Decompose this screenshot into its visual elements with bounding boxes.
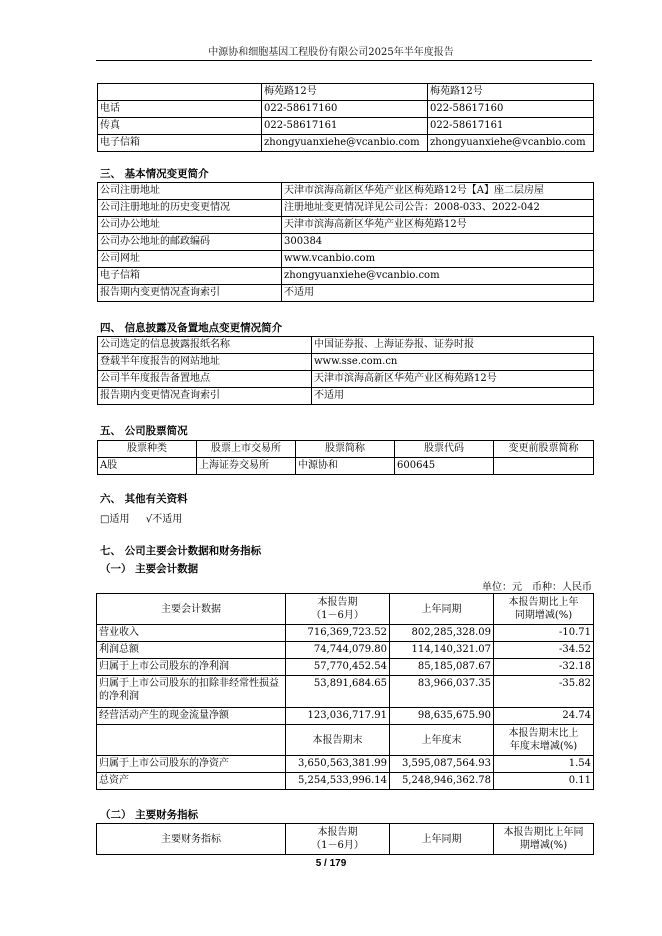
unit-note: 单位：元 币种：人民币	[482, 582, 592, 593]
table-cell: 梅苑路12号	[428, 84, 594, 101]
column-header: 股票种类	[98, 441, 197, 458]
table-row	[97, 756, 594, 773]
table-cell: 电子信箱	[98, 135, 262, 152]
applicability-options	[100, 510, 182, 525]
table-cell: 公司网址	[98, 251, 282, 268]
table-row	[98, 183, 594, 200]
table-cell: 74,744,079.80	[286, 642, 390, 659]
table-cell: 不适用	[282, 285, 594, 302]
table-cell: 报告期内变更情况查询索引	[98, 388, 312, 405]
table-cell: 上海证券交易所	[197, 458, 296, 475]
table-cell: 0.11	[494, 773, 594, 790]
table-row	[98, 234, 594, 251]
table-cell: 5,254,533,996.14	[286, 773, 390, 790]
table-row	[97, 773, 594, 790]
table-cell: zhongyuanxiehe@vcanbio.com	[428, 135, 594, 152]
table-row	[98, 135, 594, 152]
contact-table	[97, 83, 594, 152]
table-cell: -35.82	[494, 676, 594, 708]
table-row	[98, 84, 594, 101]
table-cell: -10.71	[494, 625, 594, 642]
column-header: 本报告期比上年 同期增减(%)	[494, 594, 594, 625]
column-header: 本报告期比上年同 期增减(%)	[494, 824, 594, 855]
table-cell: 天津市滨海高新区华苑产业区梅苑路12号	[312, 371, 594, 388]
table-cell: -34.52	[494, 642, 594, 659]
column-header: 股票代码	[395, 441, 494, 458]
table-row	[98, 354, 594, 371]
table-cell: 24.74	[494, 708, 594, 725]
table-cell: 022-58617161	[428, 118, 594, 135]
table-cell: 报告期内变更情况查询索引	[98, 285, 282, 302]
option-applicable: □适用	[100, 514, 130, 525]
table-cell: 114,140,321.07	[390, 642, 494, 659]
table-cell: 公司办公地址的邮政编码	[98, 234, 282, 251]
table-cell: 公司注册地址	[98, 183, 282, 200]
table-row	[97, 594, 594, 625]
table-cell: 123,036,717.91	[286, 708, 390, 725]
accounting-data-table	[96, 593, 594, 790]
table-cell: 归属于上市公司股东的净资产	[97, 756, 286, 773]
table-row	[98, 268, 594, 285]
table-cell: 83,966,037.35	[390, 676, 494, 708]
table-cell: 中源协和	[296, 458, 395, 475]
table-cell: A股	[98, 458, 197, 475]
disclosure-table	[97, 336, 594, 405]
table-cell: 公司半年度报告备置地点	[98, 371, 312, 388]
section6-title: 六、 其他有关资料	[100, 493, 188, 505]
header-rule	[96, 60, 592, 61]
table-row	[98, 371, 594, 388]
table-cell: 归属于上市公司股东的净利润	[97, 659, 286, 676]
table-row	[98, 458, 594, 475]
page-number: 5 / 179	[315, 858, 347, 869]
table-cell: zhongyuanxiehe@vcanbio.com	[262, 135, 428, 152]
table-cell: www.sse.com.cn	[312, 354, 594, 371]
table-row	[97, 625, 594, 642]
table-cell: 经营活动产生的现金流量净额	[97, 708, 286, 725]
column-header: 本报告期 （1－6月）	[286, 824, 390, 855]
table-cell: 022-58617160	[428, 101, 594, 118]
column-header: 上年同期	[390, 824, 494, 855]
table-cell: 300384	[282, 234, 594, 251]
table-cell: 公司选定的信息披露报纸名称	[98, 337, 312, 354]
option-not-applicable: √不适用	[145, 514, 183, 525]
table-row	[97, 659, 594, 676]
table-cell: 3,650,563,381.99	[286, 756, 390, 773]
table-row	[98, 337, 594, 354]
stock-table	[97, 440, 594, 475]
table-cell: 公司办公地址	[98, 217, 282, 234]
basic-info-table	[97, 182, 594, 302]
table-cell: 天津市滨海高新区华苑产业区梅苑路12号【A】座二层房屋	[282, 183, 594, 200]
column-header: 变更前股票简称	[494, 441, 594, 458]
table-cell: 716,369,723.52	[286, 625, 390, 642]
table-row	[98, 200, 594, 217]
table-row	[97, 824, 594, 855]
table-cell: 传真	[98, 118, 262, 135]
table-row	[97, 676, 594, 708]
table-cell: 公司注册地址的历史变更情况	[98, 200, 282, 217]
table-row	[98, 101, 594, 118]
column-header	[97, 725, 286, 756]
column-header: 股票上市交易所	[197, 441, 296, 458]
table-row	[98, 118, 594, 135]
table-row	[97, 708, 594, 725]
table-cell: 营业收入	[97, 625, 286, 642]
column-header: 本报告期末比上 年度末增减(%)	[494, 725, 594, 756]
table-cell: 利润总额	[97, 642, 286, 659]
table-cell: 1.54	[494, 756, 594, 773]
table-cell: 总资产	[97, 773, 286, 790]
column-header: 本报告期 （1－6月）	[286, 594, 390, 625]
table-cell: 98,635,675.90	[390, 708, 494, 725]
table-cell: 电话	[98, 101, 262, 118]
table-cell: 57,770,452.54	[286, 659, 390, 676]
section5-title: 五、 公司股票简况	[100, 425, 188, 437]
section4-title: 四、 信息披露及备置地点变更情况简介	[100, 322, 283, 334]
section7-title: 七、 公司主要会计数据和财务指标	[100, 545, 262, 557]
table-cell: 5,248,946,362.78	[390, 773, 494, 790]
table-row	[98, 441, 594, 458]
table-cell	[98, 84, 262, 101]
table-cell: 022-58617160	[262, 101, 428, 118]
table-cell: 802,285,328.09	[390, 625, 494, 642]
table-cell: 53,891,684.65	[286, 676, 390, 708]
column-header: 上年度末	[390, 725, 494, 756]
column-header: 主要会计数据	[97, 594, 286, 625]
table-cell: zhongyuanxiehe@vcanbio.com	[282, 268, 594, 285]
section3-title: 三、 基本情况变更简介	[100, 168, 209, 180]
page-header: 中源协和细胞基因工程股份有限公司2025年半年度报告	[208, 47, 454, 58]
table-cell: 022-58617161	[262, 118, 428, 135]
table-row	[98, 251, 594, 268]
column-header: 上年同期	[390, 594, 494, 625]
section7-sub1-title: （一） 主要会计数据	[100, 563, 199, 575]
financial-indicators-table	[96, 823, 594, 855]
table-row	[98, 217, 594, 234]
table-cell: 归属于上市公司股东的扣除非经常性损益的净利润	[97, 676, 286, 708]
table-cell: 中国证券报、上海证券报、证券时报	[312, 337, 594, 354]
table-cell: 85,185,087.67	[390, 659, 494, 676]
table-cell: www.vcanbio.com	[282, 251, 594, 268]
table-cell: 注册地址变更情况详见公司公告：2008-033、2022-042	[282, 200, 594, 217]
table-cell: 600645	[395, 458, 494, 475]
table-row	[98, 388, 594, 405]
table-cell	[494, 458, 594, 475]
table-cell: 不适用	[312, 388, 594, 405]
table-row	[97, 725, 594, 756]
table-cell: 天津市滨海高新区华苑产业区梅苑路12号	[282, 217, 594, 234]
table-cell: 电子信箱	[98, 268, 282, 285]
section7-sub2-title: （二） 主要财务指标	[100, 809, 199, 821]
column-header: 股票简称	[296, 441, 395, 458]
column-header: 主要财务指标	[97, 824, 286, 855]
table-cell: -32.18	[494, 659, 594, 676]
column-header: 本报告期末	[286, 725, 390, 756]
table-cell: 梅苑路12号	[262, 84, 428, 101]
table-row	[98, 285, 594, 302]
table-cell: 登载半年度报告的网站地址	[98, 354, 312, 371]
table-cell: 3,595,087,564.93	[390, 756, 494, 773]
table-row	[97, 642, 594, 659]
